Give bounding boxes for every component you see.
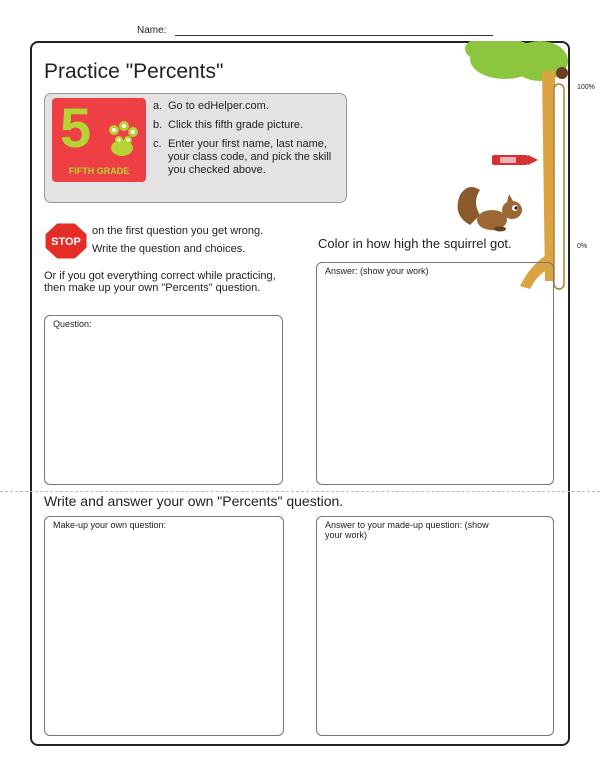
- grade-label: FIFTH GRADE: [68, 166, 130, 176]
- question-box[interactable]: [44, 315, 283, 485]
- stop-line-2: Write the question and choices.: [92, 243, 246, 255]
- makeup-question-box[interactable]: [44, 516, 284, 736]
- makeup-question-label: Make-up your own question:: [53, 520, 167, 530]
- step-key: a.: [153, 100, 163, 112]
- stop-instructions: [92, 222, 263, 258]
- step-key: b.: [153, 119, 163, 131]
- thermometer[interactable]: [551, 82, 567, 292]
- thermometer-top-label: 100%: [577, 84, 595, 91]
- makeup-answer-box[interactable]: [316, 516, 554, 736]
- answer-box-label: Answer: (show your work): [325, 266, 429, 276]
- alternative-instructions: Or if you got everything correct while practicing, then make up your own "Percents" question.: [44, 270, 276, 294]
- page-title: Practice "Percents": [44, 60, 224, 83]
- section-divider: [0, 491, 600, 492]
- step-text: Go to edHelper.com.: [168, 100, 269, 112]
- name-field[interactable]: [175, 35, 493, 36]
- section-2-title: Write and answer your own "Percents" question.: [44, 493, 344, 509]
- thermometer-bottom-label: 0%: [577, 243, 588, 250]
- step-item: [153, 119, 338, 132]
- question-box-label: Question:: [53, 319, 92, 329]
- step-text: Click this fifth grade picture.: [168, 119, 304, 131]
- step-item: [153, 100, 338, 113]
- monster-icon: [104, 120, 140, 160]
- answer-box[interactable]: [316, 262, 554, 485]
- name-label: Name:: [137, 25, 167, 36]
- makeup-answer-label: Answer to your made-up question: (show your work): [325, 520, 489, 540]
- grade-number: 5: [60, 96, 92, 159]
- crayon-icon: [490, 152, 540, 168]
- color-prompt: Color in how high the squirrel got.: [318, 236, 512, 251]
- acorn-icon: [556, 67, 568, 79]
- stop-sign-icon: [44, 222, 88, 260]
- stop-line-1: on the first question you get wrong.: [92, 225, 264, 237]
- stop-sign-label: STOP: [51, 236, 81, 248]
- step-text: Enter your first name, last name, your class code, and pick the skill you checked above.: [168, 138, 332, 176]
- step-list: [153, 100, 338, 177]
- squirrel-icon: [452, 180, 532, 240]
- thermometer-tube: [554, 84, 564, 289]
- step-key: c.: [153, 138, 162, 150]
- step-item: [153, 138, 338, 177]
